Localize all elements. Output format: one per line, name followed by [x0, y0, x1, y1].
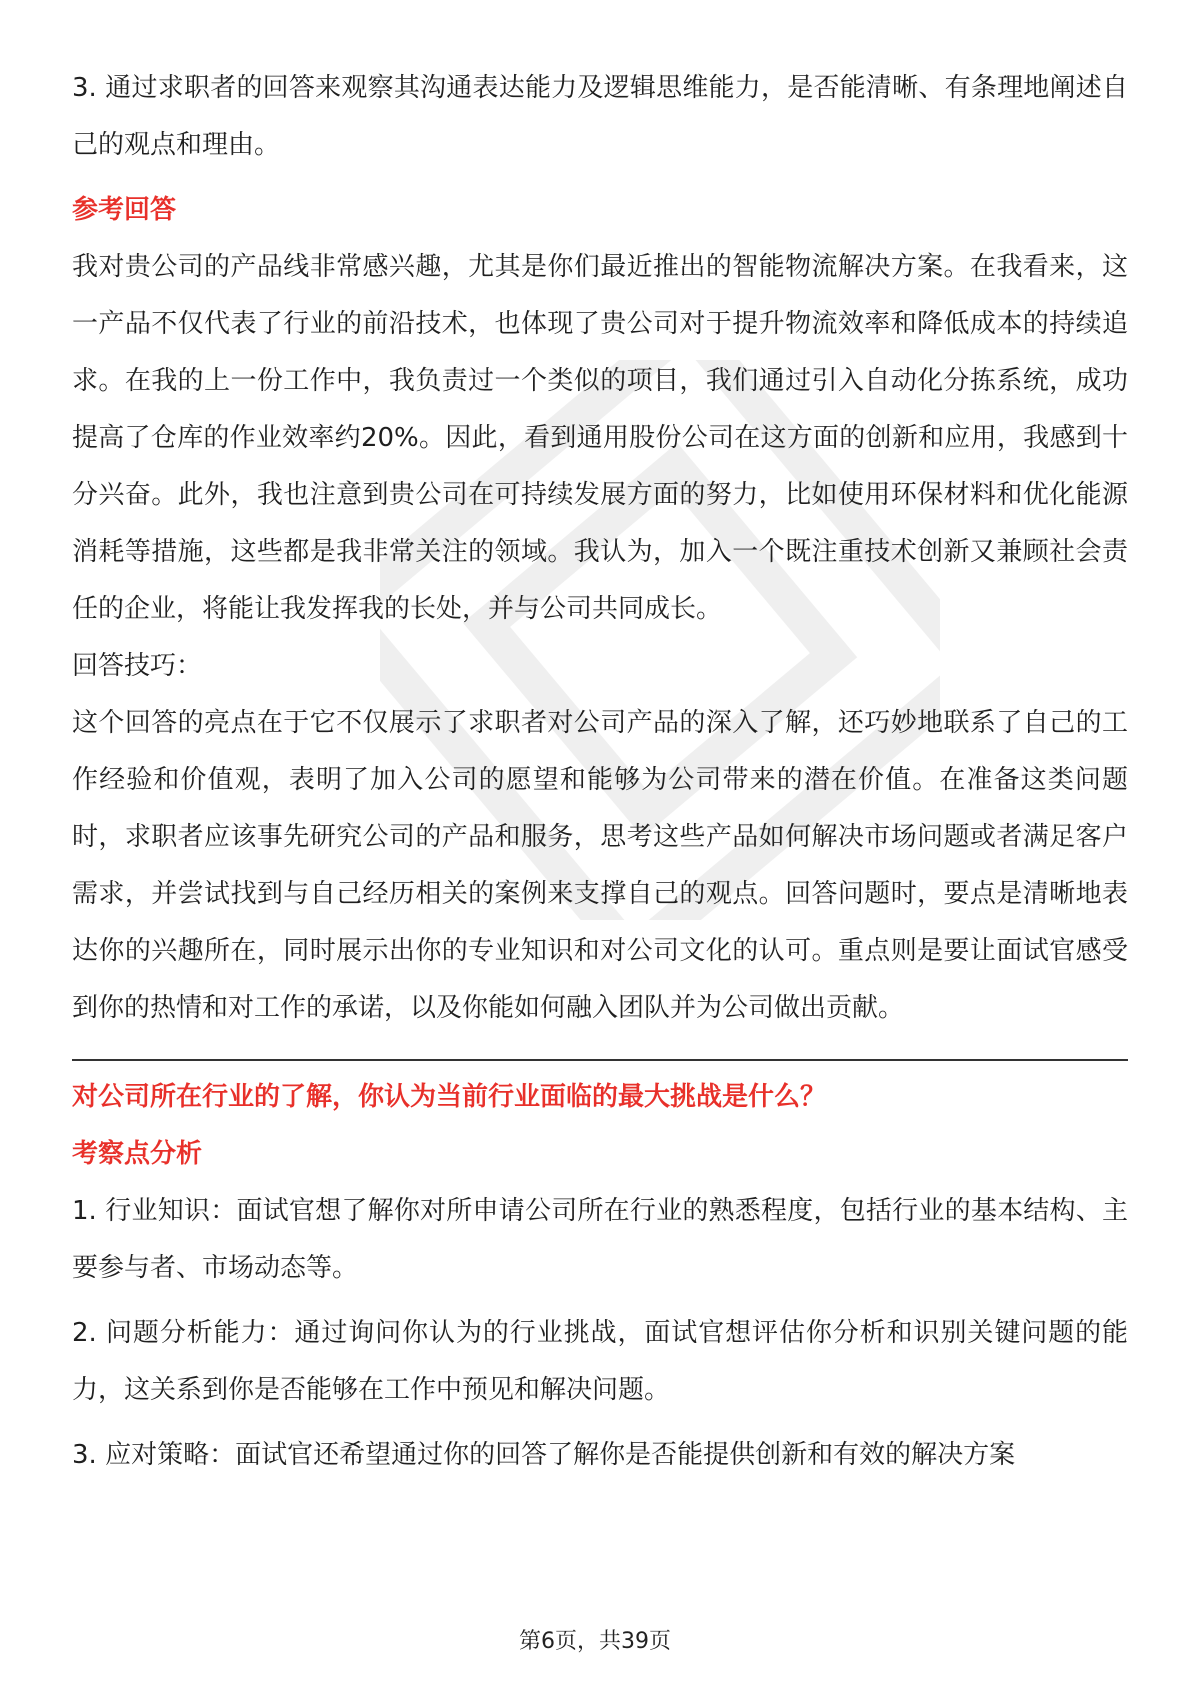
answer-tips-heading: 回答技巧： [72, 651, 203, 681]
section-divider [72, 1059, 1128, 1061]
analysis-point-3b: 3. 应对策略：面试官还希望通过你的回答了解你是否能提供创新和有效的解决方案 [72, 1440, 1016, 1470]
question-heading: 对公司所在行业的了解，你认为当前行业面临的最大挑战是什么？ [72, 1082, 827, 1112]
analysis-point-2: 2. 问题分析能力：通过询问你认为的行业挑战，面试官想评估你分析和识别关键问题的能力，这关系到你是否能够在工作中预见和解决问题。 [72, 1318, 1128, 1405]
analysis-point-3: 3. 通过求职者的回答来观察其沟通表达能力及逻辑思维能力，是否能清晰、有条理地阐述自己的观点和理由。 [72, 73, 1128, 160]
answer-tips-text: 这个回答的亮点在于它不仅展示了求职者对公司产品的深入了解，还巧妙地联系了自己的工作经验和价值观，表明了加入公司的愿望和能够为公司带来的潜在价值。在准备这类问题时，求职者应该事先研究公司的产品和服务，思考这些产品如何解决市场问题或者满足客户需求，并尝试找到与自己经历相关的案例来支撑自己的观点。回答问题时，要点是清晰地表达你的兴趣所在，同时展示出你的专业知识和对公司文化的认可。重点则是要让面试官感受到你的热情和对工作的承诺，以及你能如何融入团队并为公司做出贡献。 [72, 708, 1128, 1023]
analysis-heading: 考察点分析 [72, 1139, 203, 1169]
analysis-point-1: 1. 行业知识：面试官想了解你对所申请公司所在行业的熟悉程度，包括行业的基本结构、主要参与者、市场动态等。 [72, 1196, 1128, 1283]
page-number: 第6页，共39页 [519, 1629, 671, 1654]
document-page [72, 60, 1128, 1484]
reference-answer-heading: 参考回答 [72, 195, 177, 225]
reference-answer-text: 我对贵公司的产品线非常感兴趣，尤其是你们最近推出的智能物流解决方案。在我看来，这一产品不仅代表了行业的前沿技术，也体现了贵公司对于提升物流效率和降低成本的持续追求。在我的上一份工作中，我负责过一个类似的项目，我们通过引入自动化分拣系统，成功提高了仓库的作业效率约20%。因此，看到通用股份公司在这方面的创新和应用，我感到十分兴奋。此外，我也注意到贵公司在可持续发展方面的努力，比如使用环保材料和优化能源消耗等措施，这些都是我非常关注的领域。我认为，加入一个既注重技术创新又兼顾社会责任的企业，将能让我发挥我的长处，并与公司共同成长。 [72, 252, 1128, 624]
